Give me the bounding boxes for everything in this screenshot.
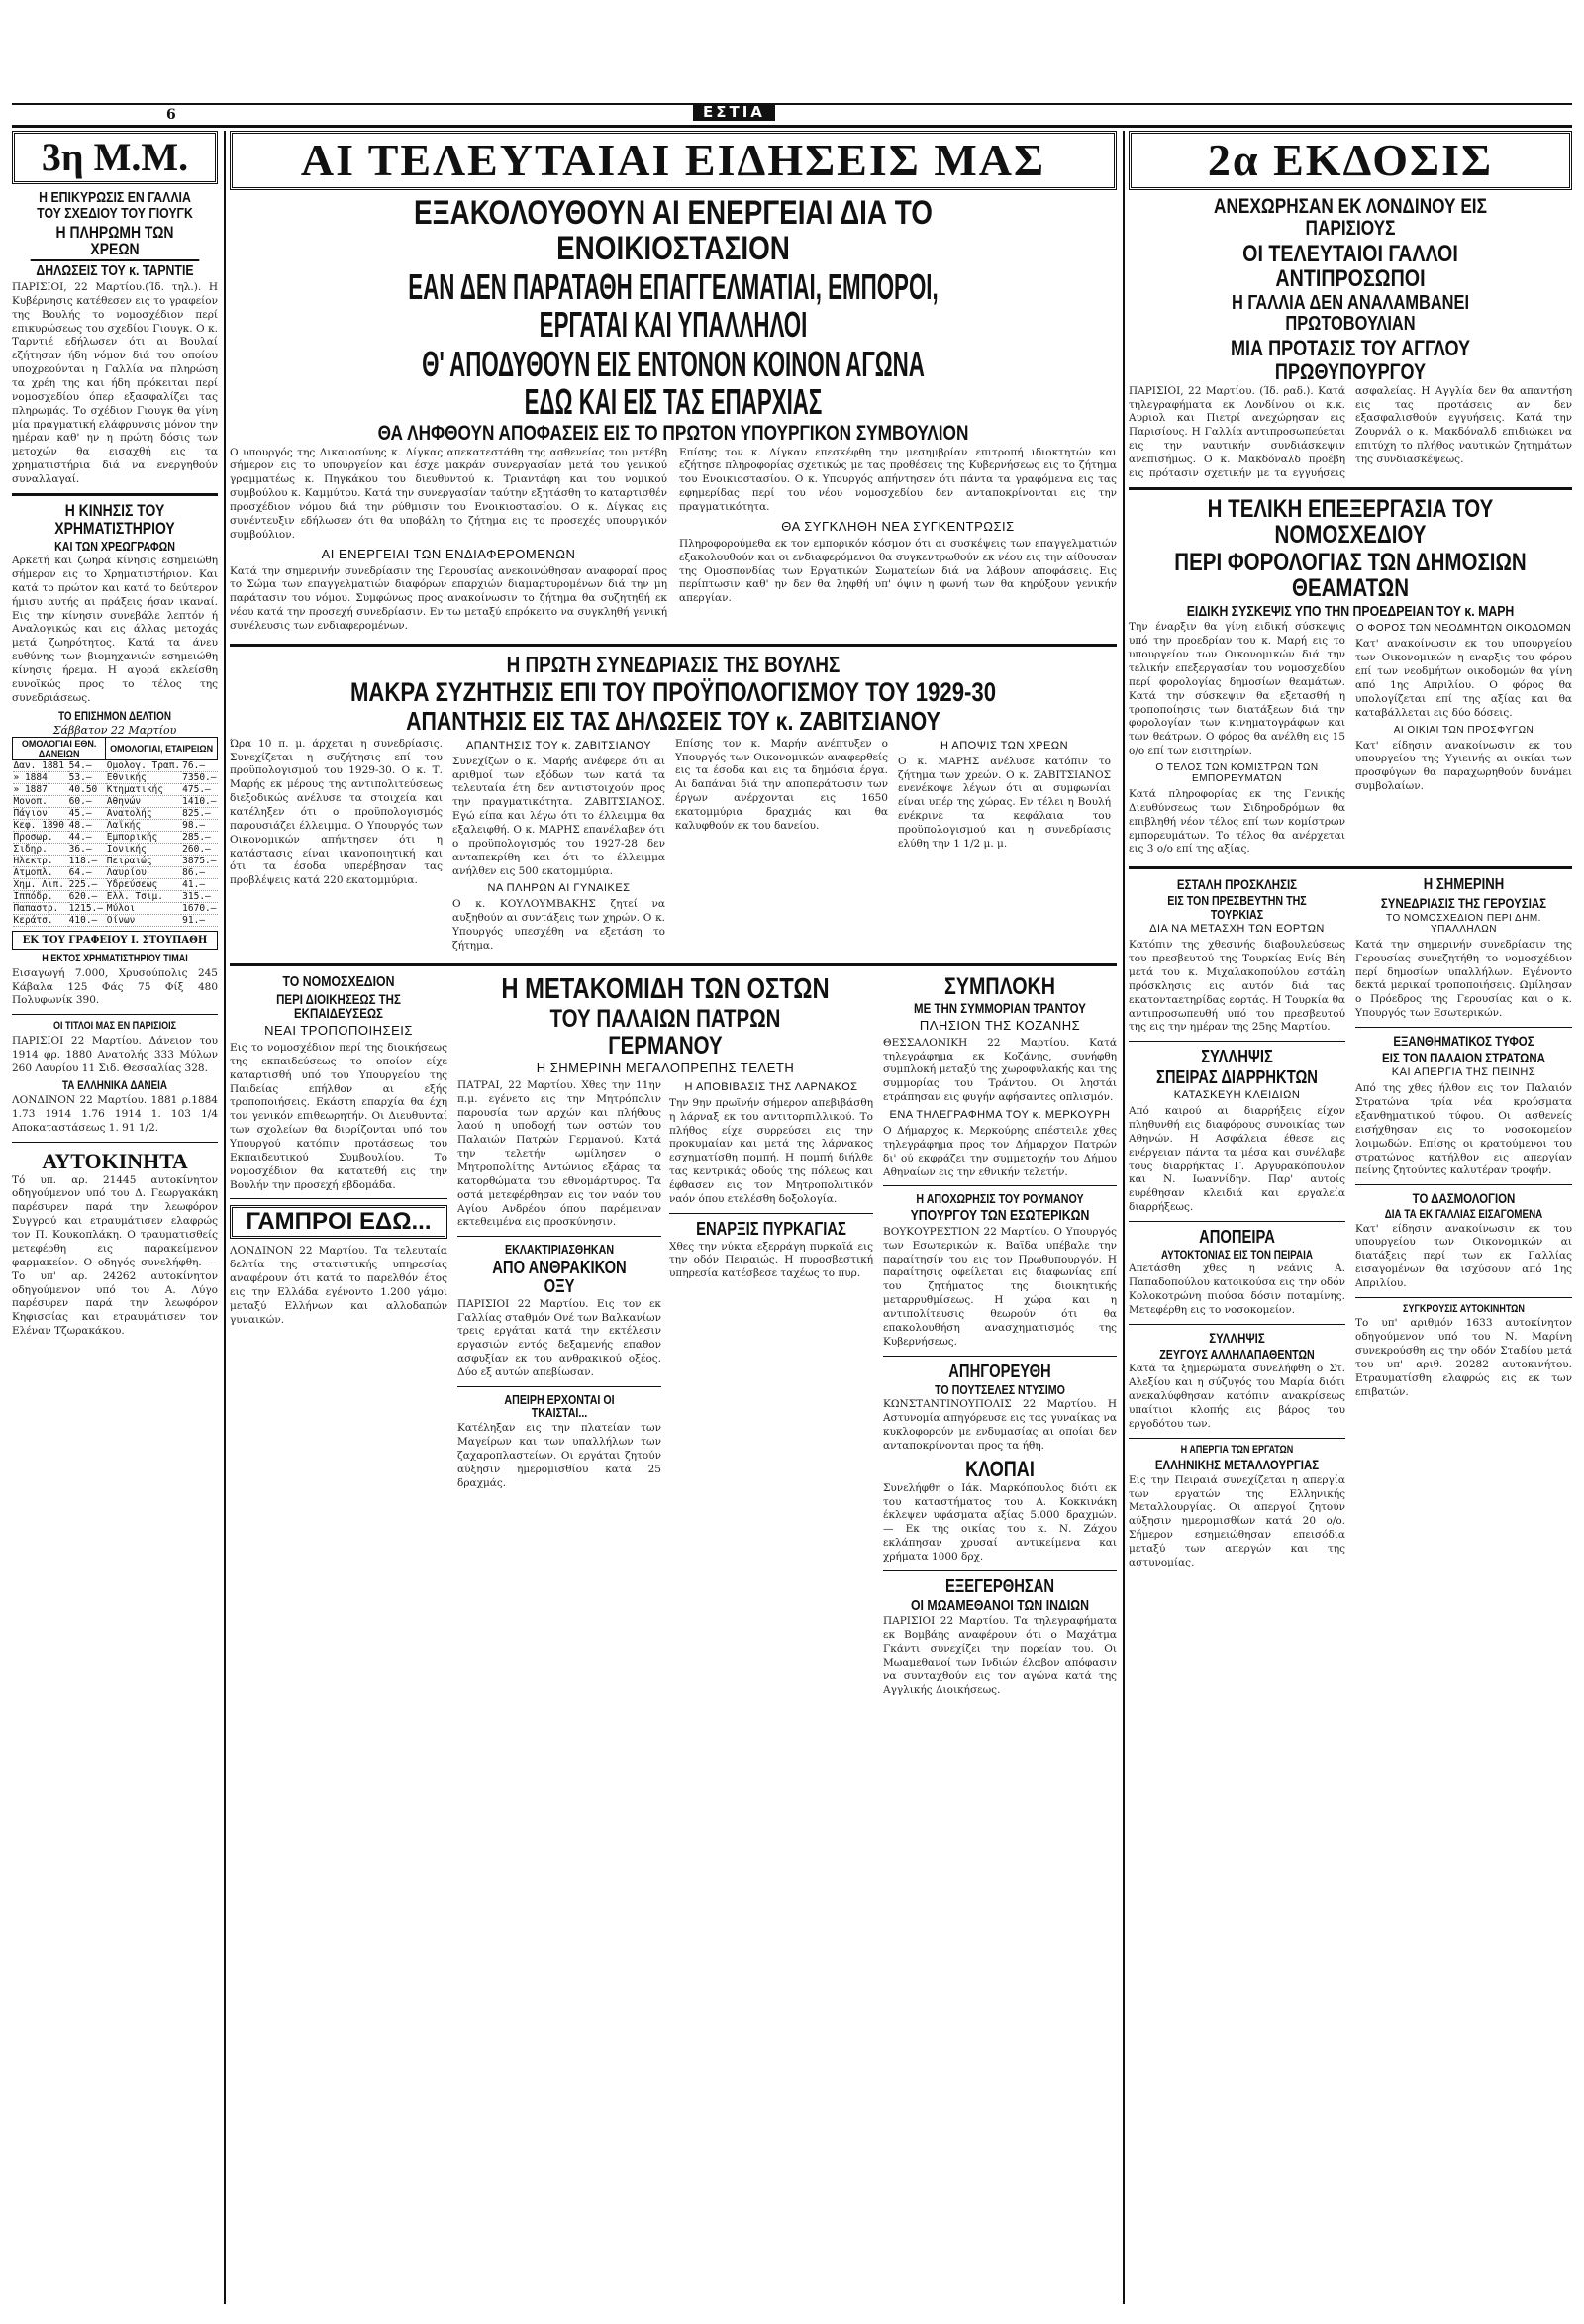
market-cell: 44.—	[68, 832, 106, 844]
theft-body: Συνελήφθη ο Ιάκ. Μαρκόπουλος διότι εκ του καταστήματος του Α. Κοκκινάκη έκλεψεν υφάσματα αξίας 5.000 δραχμών. — Εκ της οικίας του κ. Ν. Ζάχου εκλάπησαν χρυσαί αντικείμενα και χρήματα 1000 δρχ.	[883, 1481, 1117, 1563]
market-row	[13, 915, 218, 927]
market-cell: 260.—	[181, 844, 217, 856]
tax-body-4: Κατά πληροφορίας εκ της Γενικής Διευθύνσεως των Σιδηροδρόμων θα επιβληθή νέον τέλος επί των κομίστρων εμπορευμάτων. Το τέλος θα ανέρχεται εις 3 ο/ο επί της αξίας.	[1129, 788, 1345, 856]
right-lower-col-1	[1129, 875, 1345, 1573]
market-cell: Ιππόδρ.	[13, 891, 68, 903]
relics-body-2: Την 9ην πρωϊνήν σήμερον απεβιβάσθη η λάρναξ εκ του αντιτορπιλλικού. Το πλήθος είχε συρρεύσει εις την προκυμαίαν και μετά της λάρνακος εσχηματίσθη πομπή. Η πομπή διήλθε τας κεντρικάς οδούς της πόλεως και έφθασεν εις τον Μητροπολιτικόν ναόν όπου ετελέσθη δοξολογία.	[669, 1096, 873, 1205]
workers-headline-2: ΕΛΛΗΝΙΚΗΣ ΜΕΤΑΛΛΟΥΡΓΙΑΣ	[1154, 1457, 1320, 1473]
market-cell: 91.—	[181, 915, 217, 927]
tax-columns	[1129, 621, 1572, 860]
parliament-body-5: Ο κ. ΜΑΡΗΣ ανέλυσε κατόπιν το ζήτημα των χρεών. Ο κ. ΖΑΒΙΤΣΙΑΝΟΣ ενενέκοψε λέγων ότι αι συμφωνίαι είναι υπέρ της χώρας. Εν τέλει η Βουλή ενέκρινε τα κεφάλαια του προϋπολογισμού και η συνεδρίασις ελύθη την 1 1/2 μ. μ.	[898, 755, 1111, 850]
relics-sub-2: Η ΑΠΟΒΙΒΑΣΙΣ ΤΗΣ ΛΑΡΝΑΚΟΣ	[684, 1080, 858, 1093]
market-cell: 285.—	[181, 832, 217, 844]
acid-headline-2: ΑΠΟ ΑΝΘΡΑΚΙΚΟΝ ΟΞΥ	[492, 1257, 627, 1296]
arrests-headline-1: ΣΥΛΛΗΨΙΣ	[1201, 1047, 1273, 1067]
market-row	[13, 903, 218, 915]
market-cell: 118.—	[68, 856, 106, 867]
market-cell: 41.—	[181, 879, 217, 891]
india-headline-2: ΟΙ ΜΩΑΜΕΘΑΝΟΙ ΤΩΝ ΙΝΔΙΩΝ	[910, 1596, 1089, 1614]
rumanian-headline-1: Η ΑΠΟΧΩΡΗΣΙΣ ΤΟΥ ΡΟΥΜΑΝΟΥ	[916, 1191, 1084, 1207]
market-row	[13, 879, 218, 891]
theft-head: ΚΛΟΠΑΙ	[965, 1456, 1035, 1481]
market-cell: Ατμοπλ.	[13, 867, 68, 879]
right-headline-3: Η ΓΑΛΛΙΑ ΔΕΝ ΑΝΑΛΑΜΒΑΝΕΙ ΠΡΩΤΟΒΟΥΛΙΑΝ	[1231, 292, 1470, 336]
typhus-sub: ΚΑΙ ΑΠΕΡΓΙΑ ΤΗΣ ΠΕΙΝΗΣ	[1391, 1066, 1536, 1079]
rumanian-headline-2: ΥΠΟΥΡΓΟΥ ΤΩΝ ΕΣΩΤΕΡΙΚΩΝ	[910, 1207, 1090, 1225]
market-row	[13, 760, 218, 772]
tax-body-3: Κατ' είδησιν ανακοίνωσιν εκ του υπουργείου της Υγιεινής αι οικίαι των προσφύγων θα παραχωρηθούν δυνάμει συμβολαίων.	[1355, 739, 1572, 793]
market-cell: Ελλ. Τσιμ.	[106, 891, 181, 903]
divider	[1355, 1297, 1572, 1298]
left-headline-1: Η ΕΠΙΚΥΡΩΣΙΣ ΕΝ ΓΑΛΛΙΑ ΤΟΥ ΣΧΕΔΙΟΥ ΤΟΥ ΓΙΟΥΓΚ	[37, 189, 193, 222]
bulletin-date: Σάββατον 22 Μαρτίου	[52, 724, 177, 738]
tax-sub: ΕΙΔΙΚΗ ΣΥΣΚΕΨΙΣ ΥΠΟ ΤΗΝ ΠΡΟΕΔΡΕΙΑΝ ΤΟΥ κ. ΜΑΡΗ	[1186, 602, 1515, 620]
market-cell: 60.—	[68, 796, 106, 808]
market-cell: 54.—	[68, 760, 106, 772]
right-banner: 2α ΕΚΔΟΣΙΣ	[1129, 131, 1572, 190]
page-number: 6	[166, 107, 176, 123]
market-row	[13, 784, 218, 796]
tax-col-1	[1129, 621, 1345, 860]
market-cell: Εμπορικής	[106, 832, 181, 844]
divider	[883, 1570, 1117, 1571]
left-headline-2: Η ΠΛΗΡΩΜΗ ΤΩΝ ΧΡΕΩΝ	[31, 224, 200, 262]
parliament-sub-1: ΑΠΑΝΤΗΣΙΣ ΤΟΥ κ. ΖΑΒΙΤΣΙΑΝΟΥ	[465, 739, 652, 752]
senate-body: Κατά την σημερινήν συνεδρίασιν της Γερουσίας συνεζητήθη το νομοσχέδιον περί δημοσίων υπαλλήλων. Εγένοντο δεκτά μερικαί τροποποιήσεις. Ωμίλησαν ο Πρόεδρος της Γερουσίας και ο κ. Υπουργός των Εσωτερικών.	[1355, 938, 1572, 1020]
bill-sub: ΝΕΑΙ ΤΡΟΠΟΠΟΙΗΣΕΙΣ	[264, 1023, 413, 1038]
divider	[1129, 1438, 1345, 1439]
strike-head: ΑΠΕΙΡΗ ΕΡΧΟΝΤΑΙ ΟΙ ΤΚΑΙΣΤΑΙ...	[504, 1391, 615, 1421]
conspiracy-headline-1: ΣΥΜΠΛΟΚΗ	[944, 972, 1055, 1000]
pireas-headline-2: ΑΥΤΟΚΤΟΝΙΑΣ ΕΙΣ ΤΟΝ ΠΕΙΡΑΙΑ	[1161, 1247, 1313, 1262]
ny-body: ΚΩΝΣΤΑΝΤΙΝΟΥΠΟΛΙΣ 22 Μαρτίου. Η Αστυνομία απηγόρευσε εις τας γυναίκας να κυκλοφορούν με ενδυμασίας αι οποίαι δεν ανταποκρίνονται προς τα ήθη.	[883, 1398, 1117, 1452]
market-row	[13, 891, 218, 903]
relics-headline-1: Η ΜΕΤΑΚΟΜΙΔΗ ΤΩΝ ΟΣΤΩΝ	[501, 972, 830, 1005]
tariff-body: Κατ' είδησιν ανακοίνωσιν εκ του υπουργείου των Οικονομικών αι διατάξεις περί των εκ Γαλλίας εισαγομένων θα ισχύσουν από 1ης Απριλίου.	[1355, 1222, 1572, 1290]
market-cell: Δαν. 1881	[13, 760, 68, 772]
lower-col-2	[457, 972, 873, 1702]
center-banner: ΑΙ ΤΕΛΕΥΤΑΙΑΙ ΕΙΔΗΣΕΙΣ ΜΑΣ	[230, 131, 1117, 190]
market-cell: Κεφ. 1890	[13, 820, 68, 832]
parliament-body-4: Επίσης τον κ. Μαρήν ανέπτυξεν ο Υπουργός των Οικονομικών αναφερθείς εις τα έσοδα και εις τα δημόσια έργα. Αι δαπάναι διά την αποπεράτωσιν των έργων ανέρχονται εις 1650 εκατομμύρια δραχμάς και θα καλυφθούν εκ του δανείου.	[675, 737, 888, 832]
lease-sub: ΘΑ ΛΗΦΘΟΥΝ ΑΠΟΦΑΣΕΙΣ ΕΙΣ ΤΟ ΠΡΩΤΟΝ ΥΠΟΥΡΓΙΚΟΝ ΣΥΜΒΟΥΛΙΟΝ	[377, 421, 969, 445]
left-headline-3: ΔΗΛΩΣΕΙΣ ΤΟΥ κ. ΤΑΡΝΤΙΕ	[36, 262, 194, 280]
lease-subhead-2: ΘΑ ΣΥΓΚΛΗΘΗ ΝΕΑ ΣΥΓΚΕΝΤΡΩΣΙΣ	[781, 518, 1015, 534]
turkey-headline-2: ΕΙΣ ΤΟΝ ΠΡΕΣΒΕΥΤΗΝ ΤΗΣ ΤΟΥΡΚΙΑΣ	[1167, 893, 1307, 922]
turkey-headline-1: ΕΣΤΑΛΗ ΠΡΟΣΚΛΗΣΙΣ	[1176, 876, 1298, 893]
right-lower-col-2	[1355, 875, 1572, 1573]
rumanian-body: ΒΟΥΚΟΥΡΕΣΤΙΟΝ 22 Μαρτίου. Ο Υπουργός των Εσωτερικών κ. Βαϊδα υπέβαλε την παραίτησίν του εις τον Πρωθυπουργόν. Η παραίτησις οφείλεται εις διαφωνίας επί του ζητήματος της διοικητικής μεταρρυθμίσεως. Η χώρα και η αντιπολίτευσις θεωρούν ότι θα επακολουθήση ανασχηματισμός της Κυβερνήσεως.	[883, 1225, 1117, 1348]
market-cell: 3875.—	[182, 856, 217, 867]
right-column	[1129, 131, 1572, 1574]
lease-headline-1: ΕΞΑΚΟΛΟΥΘΟΥΝ ΑΙ ΕΝΕΡΓΕΙΑΙ ΔΙΑ ΤΟ ΕΝΟΙΚΙΟΣΤΑΣΙΟΝ	[414, 194, 933, 267]
tax-col-2	[1355, 621, 1572, 860]
cars-body: Το υπ' αριθμόν 1633 αυτοκίνητον οδηγούμενον υπό του Ν. Μαρίνη συνεκρούσθη εις την οδόν Σταδίου μετά του υπ' αριθ. 20282 αυτοκινήτου. Ετραυματίσθη ελαφρώς εις εκ των επιβατών.	[1355, 1317, 1572, 1398]
tax-headline-1: Η ΤΕΛΙΚΗ ΕΠΕΞΕΡΓΑΣΙΑ ΤΟΥ ΝΟΜΟΣΧΕΔΙΟΥ	[1207, 494, 1494, 549]
parliament-sub-2: ΝΑ ΠΛΗΡΩΝ ΑΙ ΓΥΝΑΙΚΕΣ	[487, 882, 631, 895]
left-banner: 3η Μ.Μ.	[12, 131, 218, 184]
divider	[1355, 1027, 1572, 1028]
market-row	[13, 867, 218, 879]
parliament-columns	[230, 738, 1117, 958]
column-rule	[1123, 131, 1125, 2304]
bill-body: Εις το νομοσχέδιον περί της διοικήσεως της εκπαιδεύσεως το οποίον είχε καταρτισθή υπό του Υπουργείου της Παιδείας επήλθον αι εξής τροποποιήσεις. Εκάστη επαρχία θα έχη τον γενικόν επιθεωρητήν. Οι Διευθυνταί των σχολείων θα διορίζονται υπό του Υπουργού κατόπιν προτάσεως του Εκπαιδευτικού Συμβουλίου. Το νομοσχέδιον θα κατατεθή εις την Βουλήν την προσεχή εβδομάδα.	[230, 1042, 447, 1191]
lower-stories	[230, 972, 1117, 1702]
relics-headline-2: ΤΟΥ ΠΑΛΑΙΩΝ ΠΑΤΡΩΝ ΓΕΡΜΑΝΟΥ	[549, 1005, 781, 1060]
market-row	[13, 808, 218, 820]
turkey-body: Κατόπιν της χθεσινής διαβουλεύσεως του πρεσβευτού της Τουρκίας Ενίς Βέη μετά του κ. Μιχαλακοπούλου εστάλη πρόσκλησις εις αυτόν διά τας εκατονταετηρίδας εορτάς. Η Τουρκία θα αντιπροσωπευθή υπό του πρεσβευτού της εις την ημέραν της 25ης Μαρτίου.	[1129, 939, 1345, 1034]
divider	[1355, 1184, 1572, 1185]
divider	[12, 493, 218, 496]
senate-headline-2: ΣΥΝΕΔΡΙΑΣΙΣ ΤΗΣ ΓΕΡΟΥΣΙΑΣ	[1380, 895, 1547, 912]
acid-body: ΠΑΡΙΣΙΟΙ 22 Μαρτίου. Εις τον εκ Γαλλίας σταθμόν Ονέ των Βαλκανίων τρεις εργάται κατά την εκτέλεσιν εργασιών εντός δεξαμενής επαθον ασφυξίαν εκ του ανθρακικού οξέος. Δύο εξ αυτών απεβίωσαν.	[457, 1297, 661, 1378]
senate-headline-1: Η ΣΗΜΕΡΙΝΗ	[1423, 876, 1505, 894]
lease-body-1: Ο υπουργός της Δικαιοσύνης κ. Δίγκας απεκατεστάθη της ασθενείας του μετέβη σήμερον εις το υπουργείον και έσχε μακράν συνεργασίαν μετά του γενικού γραμματέως κ. Πηγκάκου του διευθυντού κ. Τριαντάφη και του νομικού συμβούλου κ. Καμμύτου. Κατά την συνεργασίαν ταύτην εξητάσθη το καταρτισθέν προσχέδιον νόμου διά την ρύθμισιν του Ενοικιοστασίου. Ο κ. Δίγκας εις συνέντευξιν εδήλωσεν ότι θα υποβάλη το ζήτημα εις το προσεχές υπουργικόν συμβούλιον.	[230, 446, 667, 541]
lease-headline-2: ΕΑΝ ΔΕΝ ΠΑΡΑΤΑΘΗ ΕΠΑΓΓΕΛΜΑΤΙΑΙ, ΕΜΠΟΡΟΙ, ΕΡΓΑΤΑΙ ΚΑΙ ΥΠΑΛΛΗΛΟΙ	[408, 266, 939, 346]
banks-box: ΕΚ ΤΟΥ ΓΡΑΦΕΙΟΥ Ι. ΣΤΟΥΠΑΘΗ	[12, 931, 218, 950]
fire-body: Χθες την νύκτα εξερράγη πυρκαϊά εις την οδόν Πειραιώς. Η πυροσβεστική υπηρεσία κατέσβεσε ταχέως το πυρ.	[669, 1240, 873, 1280]
paris-titles-body: ΠΑΡΙΣΙΟΙ 22 Μαρτίου. Δάνειον του 1914 φρ. 1880 Ανατολής 333 Μύλων 260 Λαυρίου 11 Σιδ. Θεσσαλίας 328.	[12, 1034, 218, 1074]
market-cell: Σιδηρ.	[13, 844, 68, 856]
divider	[669, 1213, 873, 1214]
conspiracy-headline-2: ΜΕ ΤΗΝ ΣΥΜΜΟΡΙΑΝ ΤΡΑΝΤΟΥ	[914, 1000, 1086, 1017]
foreign-market-head: Η ΕΚΤΟΣ ΧΡΗΜΑΤΙΣΤΗΡΙΟΥ ΤΙΜΑΙ	[42, 953, 188, 965]
divider	[230, 963, 1117, 966]
lower-col-3	[883, 972, 1117, 1702]
typhus-body: Από της χθες ήλθον εις τον Παλαιόν Στρατώνα τρία νέα κρούσματα εξανθηματικού τύφου. Οι ασθενείς εισήχθησαν εις το νοσοκομείον λοιμωδών. Επίσης οι κρατούμενοι του στρατώνος κατήλθον εις απεργίαν πείνης ζητούντες καλυτέραν τροφήν.	[1355, 1082, 1572, 1177]
market-cell: 315.—	[181, 891, 217, 903]
market-row	[13, 856, 218, 867]
market-row	[13, 796, 218, 808]
strike-body: Κατέληξαν εις την πλατείαν των Μαγείρων και των υπαλλήλων των ζαχαροπλαστείων. Οι εργάται ζητούν αύξησιν ημερομισθίου κατά 25 δραχμάς.	[457, 1422, 661, 1489]
tax-sub-2: Ο ΦΟΡΟΣ ΤΩΝ ΝΕΟΔΜΗΤΩΝ ΟΙΚΟΔΟΜΩΝ	[1355, 623, 1572, 635]
market-cell: 64.—	[68, 867, 106, 879]
arrests-sub: ΚΑΤΑΣΚΕΥΗ ΚΛΕΙΔΙΩΝ	[1173, 1089, 1301, 1102]
market-cell: Εθνικής	[106, 772, 181, 784]
pireas-body: Απετάσθη χθες η νεάνις Α. Παπαδοπούλου κατοικούσα εις την οδόν Κολοκοτρώνη πιούσα δόσιν ποταμίνης. Μετεφέρθη εις το νοσοκομείον.	[1129, 1263, 1345, 1317]
market-cell: Παπαστρ.	[13, 903, 68, 915]
divider	[1129, 866, 1572, 869]
parliament-headline-1: Η ΠΡΩΤΗ ΣΥΝΕΔΡΙΑΣΙΣ ΤΗΣ ΒΟΥΛΗΣ	[506, 651, 841, 677]
market-cell: Ιονικής	[106, 844, 181, 856]
market-cell: 825.—	[181, 808, 217, 820]
market-header-right: ΟΜΟΛΟΓΙΑΙ, ΕΤΑΙΡΕΙΩΝ	[106, 738, 218, 760]
top-rule	[12, 103, 1572, 128]
greek-loans-body: ΛΟΝΔΙΝΟΝ 22 Μαρτίου. 1881 ρ.1884 1.73 1914 1.76 1914 1. 103 1/4 Αποκαταστάσεως 1. 91 1/2.	[12, 1094, 218, 1134]
couple-headline-1: ΣΥΛΛΗΨΙΣ	[1209, 1329, 1265, 1346]
lease-col-left	[230, 447, 667, 638]
parliament-col-3	[675, 738, 888, 958]
market-cell: Αθηνών	[106, 796, 181, 808]
lease-subhead: ΑΙ ΕΝΕΡΓΕΙΑΙ ΤΩΝ ΕΝΔΙΑΦΕΡΟΜΕΝΩΝ	[321, 546, 576, 561]
conspiracy-sub: ΠΛΗΣΙΟΝ ΤΗΣ ΚΟΖΑΝΗΣ	[919, 1017, 1081, 1033]
divider	[1129, 487, 1572, 490]
divider	[1129, 1221, 1345, 1222]
relics-columns	[457, 1079, 873, 1495]
left-body-1: ΠΑΡΙΣΙΟΙ, 22 Μαρτίου.(Ίδ. τηλ.). Η Κυβέρνησις κατέθεσεν εις το γραφείον της Βουλής το νομοσχέδιον περί επικυρώσεως του σχεδίου Γιουγκ. Ο κ. Ταρντιέ εδήλωσεν ότι αι Βουλαί εζήτησαν ήδη νόμον διά του οποίου υποχρεούνται η Γαλλία να πληρώση τα χρέη της και ήδη πρόκειται περί νομοσχεδίου όπερ εξασφαλίζει τας πληρωμάς. Το σχέδιον Γιουγκ θα γίνη μία πραγματική ελάφρυνσις μόνον την ημέραν καθ' ην η πρώτη δόσις των μετοχών θα εισαχθή εις τα χρηματιστήρια διά να ενεργηθούν συναλλαγαί.	[12, 280, 218, 485]
telegraph-head: ΕΝΑ ΤΗΛΕΓΡΑΦΗΜΑ ΤΟΥ κ. ΜΕΡΚΟΥΡΗ	[889, 1109, 1111, 1122]
market-cell: 40.50	[68, 784, 106, 796]
turkey-sub: ΔΙΑ ΝΑ ΜΕΤΑΣΧΗ ΤΩΝ ΕΟΡΤΩΝ	[1149, 923, 1325, 936]
market-cell: » 1884	[13, 772, 68, 784]
pireas-headline-1: ΑΠΟΠΕΙΡΑ	[1199, 1226, 1275, 1247]
market-row	[13, 844, 218, 856]
market-cell: 86.—	[181, 867, 217, 879]
tax-sub-4: Ο ΤΕΛΟΣ ΤΩΝ ΚΟΜΙΣΤΡΩΝ ΤΩΝ ΕΜΠΟΡΕΥΜΑΤΩΝ	[1155, 762, 1319, 785]
arrests-headline-2: ΣΠΕΙΡΑΣ ΔΙΑΡΡΗΚΤΩΝ	[1156, 1067, 1318, 1088]
greek-loans-head: ΤΑ ΕΛΛΗΝΙΚΑ ΔΑΝΕΙΑ	[61, 1078, 168, 1093]
divider	[1129, 1041, 1345, 1042]
couple-headline-2: ΖΕΥΓΟΥΣ ΑΛΛΗΛΑΠΑΘΕΝΤΩΝ	[1159, 1346, 1315, 1362]
parliament-body-2: Συνεχίζων ο κ. Μαρής ανέφερε ότι αι αριθμοί των εξόδων των κατά τα τελευταία έτη δεν αντιστοιχούν προς την πραγματικότητα. ΖΑΒΙΤΣΙΑΝΟΣ. Εγώ είπα και λέγω ότι το έλλειμμα θα εξαλειφθή. Ο κ. ΜΑΡΗΣ επανέλαβεν ότι ο προϋπολογισμός του 1927-28 δεν ανταπεκρίθη και ότι το έλλειμμα ανήλθεν εις 500 εκατομμύρια.	[452, 755, 665, 877]
market-cell: Μύλοι	[106, 903, 181, 915]
tax-sub-3: ΑΙ ΟΙΚΙΑΙ ΤΩΝ ΠΡΟΣΦΥΓΩΝ	[1393, 724, 1534, 736]
lease-headline-3: Θ' ΑΠΟΔΥΘΟΥΝ ΕΙΣ ΕΝΤΟΝΟΝ ΚΟΙΝΟΝ ΑΓΩΝΑ ΕΔΩ ΚΑΙ ΕΙΣ ΤΑΣ ΕΠΑΡΧΙΑΣ	[422, 343, 925, 422]
market-cell: 475.—	[181, 784, 217, 796]
divider	[457, 1386, 661, 1387]
market-cell: 225.—	[68, 879, 106, 891]
market-cell: 98.—	[181, 820, 217, 832]
left-headline-5: ΚΑΙ ΤΩΝ ΧΡΕΩΓΡΑΦΩΝ	[54, 538, 175, 554]
lease-body-2: Κατά την σημερινήν συνεδρίασιν της Γερουσίας ανεκοινώθησαν αναφοραί προς το Σώμα των επαγγελματιών διαφόρων επαρχιών διαμαρτυρομένων διά την μη παράτασιν του νόμου. Συμφώνως προς ανακοίνωσιν το ζήτημα θα συζητηθή εκ νέου κατά την προσεχή συνεδρίασιν. Εν τω μεταξύ επρόκειτο να συγκληθή γενική συνέλευσις των ενδιαφερομένων.	[230, 564, 667, 633]
market-cell: Μονοπ.	[13, 796, 68, 808]
center-area	[230, 131, 1117, 1702]
relics-col-1	[457, 1079, 661, 1495]
market-cell: Κεράτσ.	[13, 915, 68, 927]
lease-body-4: Πληροφορούμεθα εκ τον εμπορικόν κόσμον ότι αι συσκέψεις των επαγγελματιών εξακολουθούν και οι ενδιαφερόμενοι θα συγκεντρωθούν εκ νέου εις την αίθουσαν της Ομοσπονδίας των Εργατικών Σωματείων διά να λάβουν αποφάσεις. Εις περίπτωσιν καθ' ην δεν θα ληφθή υπ' όψιν η φωνή των θα κηρύξουν γενικήν απεργίαν.	[679, 537, 1117, 605]
parliament-sub-3: Η ΑΠΟΨΙΣ ΤΩΝ ΧΡΕΩΝ	[940, 739, 1069, 752]
divider	[883, 1356, 1117, 1357]
autos-head: ΑΥΤΟΚΙΝΗΤΑ	[42, 1148, 188, 1173]
acid-headline-1: ΕΚΛΑΚΤΙΡΙΑΣΘΗΚΑΝ	[504, 1242, 615, 1258]
parliament-headline-3: ΑΠΑΝΤΗΣΙΣ ΕΙΣ ΤΑΣ ΔΗΛΩΣΕΙΣ ΤΟΥ κ. ΖΑΒΙΤΣΙΑΝΟΥ	[406, 706, 940, 737]
lease-columns	[230, 447, 1117, 638]
cars-head: ΣΥΓΚΡΟΥΣΙΣ ΑΥΤΟΚΙΝΗΤΩΝ	[1403, 1302, 1525, 1315]
typhus-headline-2: ΕΙΣ ΤΟΝ ΠΑΛΑΙΟΝ ΣΤΡΑΤΩΝΑ	[1382, 1049, 1545, 1065]
ny-headline-1: ΑΠΗΓΟΡΕΥΘΗ	[948, 1361, 1051, 1381]
official-bulletin-title: ΤΟ ΕΠΙΣΗΜΟΝ ΔΕΛΤΙΟΝ	[58, 708, 171, 723]
lower-col-1	[230, 972, 447, 1702]
parliament-col-4	[898, 738, 1111, 958]
lease-body-3: Επίσης τον κ. Δίγκαν επεσκέφθη την μεσημβρίαν επιτροπή ιδιοκτητών και εζήτησε πληροφορίας σχετικώς με τας προθέσεις της Κυβερνήσεως εις το ζήτημα του Ενοικιοστασίου. Ο κ. Υπουργός απήντησεν ότι πάντα τα γραφόμενα εις τας εφημερίδας περί του νέου νομοσχεδίου δεν ανταποκρίνονται εις την πραγματικότητα.	[679, 446, 1117, 514]
gamproi-head: ΓΑΜΠΡΟΙ ΕΔΩ...	[230, 1205, 447, 1239]
parliament-col-2	[452, 738, 665, 958]
market-cell: Οίνων	[106, 915, 181, 927]
market-cell: Προσωρ.	[13, 832, 68, 844]
left-body-2: Αρκετή και ζωηρά κίνησις εσημειώθη σήμερον εις το Χρηματιστήριον. Και κατά το πρώτον και κατά το δεύτερον ήμισυ αυτής αι πράξεις ήσαν ικαναί. Εις την κίνησιν συνεβάλε λεπτόν ή Αναλογικώς και εις άλλας μετοχάς μετά ζωηρότητος. Κατά τα άνευ ευθύνης των βιομηχανιών εσημειώθη κίνησις ήρεμα. Η αγορά εκλείσθη ευνοϊκώς προς το τέλος της συνεδριάσεως.	[12, 555, 218, 704]
divider	[1129, 1324, 1345, 1325]
market-cell: Κτηματικής	[106, 784, 181, 796]
market-cell: 76.—	[181, 760, 217, 772]
right-headline-4: ΜΙΑ ΠΡΟΤΑΣΙΣ ΤΟΥ ΑΓΓΛΟΥ ΠΡΩΘΥΠΟΥΡΓΟΥ	[1230, 336, 1471, 384]
lease-col-right	[679, 447, 1117, 638]
tax-body: Την έναρξιν θα γίνη ειδική σύσκεψις υπό την προεδρίαν του κ. Μαρή εις το υπουργείον των Οικονομικών διά την τελικήν επεξεργασίαν του νομοσχεδίου περί φορολογίας δημοσίων θεαμάτων. Κατά την σύσκεψιν θα εξετασθή η τροποποίησις των διατάξεων διά την φορολογίαν των κινηματογράφων και των θεάτρων. Ο φόρος θα ανέλθη εις 15 ο/ο επί των εισιτηρίων.	[1129, 621, 1345, 758]
market-cell: Υδρεύσεως	[106, 879, 181, 891]
tariff-headline-1: ΤΟ ΔΑΣΜΟΛΟΓΙΟΝ	[1412, 1190, 1516, 1207]
market-cell: » 1887	[13, 784, 68, 796]
divider	[230, 644, 1117, 647]
market-cell: 7350.—	[182, 772, 217, 784]
masthead: ΕΣΤΙΑ	[693, 103, 775, 121]
market-cell: 45.—	[68, 808, 106, 820]
divider	[12, 1014, 218, 1015]
paris-titles-head: ΟΙ ΤΙΤΛΟΙ ΜΑΣ ΕΝ ΠΑΡΙΣΙΟΙΣ	[52, 1020, 177, 1033]
market-cell: 1410.—	[182, 796, 217, 808]
divider	[12, 1142, 218, 1143]
parliament-headline-2: ΜΑΚΡΑ ΣΥΖΗΤΗΣΙΣ ΕΠΙ ΤΟΥ ΠΡΟΫΠΟΛΟΓΙΣΜΟΥ ΤΟΥ 1929-30	[349, 677, 997, 708]
foreign-market-body: Εισαγωγή 7.000, Χρυσούπολις 245 Κάβαλα 125 Φάς 75 Φίξ 480 Πολυφωνίκ 390.	[12, 966, 218, 1007]
autos-body: Τό υπ. αρ. 21445 αυτοκίνητον οδηγούμενον υπό του Δ. Γεωργακάκη παρέσυρεν παρά την λεωφόρον Συγγρού και ετραυμάτισεν ελαφρώς τον Π. Κουκοπλάκη. Ο τραυματισθείς μετεφέρθη εις παρακείμενον φαρμακείον. Ο οδηγός συνελήφθη. — Το υπ' αρ. 24262 αυτοκίνητον οδηγούμενον υπό του Α. Λύγο παρέσυρεν παρά την λεωφόρον Κηφισσίας και ετραυμάτισεν τον Ελέναν Τζωρακάκου.	[12, 1173, 218, 1338]
tax-body-2: Κατ' ανακοίνωσιν εκ του υπουργείου των Οικονομικών η εναρξις του φόρου επί των νεοδμήτων οικοδομών θα γίνη από 1ης Απριλίου. Ο φόρος θα υπολογίζεται επί της αξίας και θα καταβάλλεται εις δύο δόσεις.	[1355, 638, 1572, 719]
right-body-1: ΠΑΡΙΣΙΟΙ, 22 Μαρτίου. (Ίδ. ραδ.). Κατά τηλεγραφήματα εκ Λονδίνου οι κ.κ. Αυριολ και Πιετρί ανεχώρησαν εις Παρισίους. Η Γαλλία αντιπροσωπεύεται εις την ναυτικήν συνδιάσκεψιν ανεπισήμως. Ο κ. Μακδόναλδ προέβη εις πρότασιν σχετικήν με τα εγγυήσεις ασφαλείας. Η Αγγλία δεν θα απαντήση εις τας προτάσεις αν δεν εξασφαλισθούν εγγυήσεις. Κατά την Ζουρνάλ ο κ. Μακδόναλδ επιδιώκει να επιτύχη το πλήθος ναυτικών ζητημάτων της συνδιασκέψεως.	[1129, 384, 1572, 479]
left-column	[12, 131, 218, 1343]
conspiracy-body: ΘΕΣΣΑΛΟΝΙΚΗ 22 Μαρτίου. Κατά τηλεγράφημα εκ Κοζάνης, συνήφθη συμπλοκή μεταξύ της χωροφυλακής και της συμμορίας του Τράντου. Οι ληστάι ετράπησαν εις φυγήν αφήσαντες οπλισμόν.	[883, 1036, 1117, 1104]
market-header-left: ΟΜΟΛΟΓΙΑΙ ΕΘΝ. ΔΑΝΕΙΩΝ	[13, 738, 106, 760]
right-headline-2: ΟΙ ΤΕΛΕΥΤΑΙΟΙ ΓΑΛΛΟΙ ΑΝΤΙΠΡΟΣΩΠΟΙ	[1242, 241, 1458, 293]
market-cell: Ανατολής	[106, 808, 181, 820]
market-row	[13, 772, 218, 784]
india-headline-1: ΕΞΕΓΕΡΘΗΣΑΝ	[944, 1575, 1055, 1596]
bill-headline-1: ΤΟ ΝΟΜΟΣΧΕΔΙΟΝ	[282, 972, 395, 990]
market-cell: 36.—	[68, 844, 106, 856]
market-cell: Ομολογ. Τραπ.	[106, 760, 181, 772]
ny-headline-2: ΤΟ ΠΟΥΤΣΕΛΕΣ ΝΤΥΣΙΜΟ	[935, 1381, 1065, 1397]
market-cell: 1670.—	[182, 903, 217, 915]
typhus-headline-1: ΕΞΑΝΘΗΜΑΤΙΚΟΣ ΤΥΦΟΣ	[1393, 1032, 1534, 1049]
divider	[230, 1198, 447, 1199]
relics-body-1: ΠΑΤΡΑΙ, 22 Μαρτίου. Χθες την 11ην π.μ. εγένετο εις την Μητρόπολιν παρουσία των αρχών και πλήθους λαού η υποδοχή των οστών του Παλαιών Πατρών Γερμανού. Κατά την τελετήν ωμίλησεν ο Μητροπολίτης Αντώνιος εξάρας τα κατορθώματα του εθνομάρτυρος. Τα οστά μετεφέρθησαν εις τον ναόν του Αγίου Ανδρέου όπου παρέμειναν εκτεθειμένα εις προσκύνησιν.	[457, 1078, 661, 1229]
telegraph-body: Ο Δήμαρχος κ. Μερκούρης απέστειλε χθες τηλεγράφημα προς τον Δήμαρχον Πατρών δι' ού εκφράζει την συμμετοχήν του Δήμου Αθηναίων εις την εθνικήν τελετήν.	[883, 1125, 1117, 1178]
market-cell: Πειραιώς	[106, 856, 181, 867]
senate-sub: ΤΟ ΝΟΜΟΣΧΕΔΙΟΝ ΠΕΡΙ ΔΗΜ. ΥΠΑΛΛΗΛΩΝ	[1386, 912, 1541, 935]
market-row	[13, 832, 218, 844]
divider	[457, 1236, 661, 1237]
parliament-body-3: Ο κ. ΚΟΥΛΟΥΜΒΑΚΗΣ ζητεί να αυξηθούν αι συντάξεις των χηρών. Ο κ. Υπουργός υπεσχέθη να εξετάση το ζήτημα.	[452, 898, 665, 953]
market-cell: 1215.—	[68, 903, 106, 915]
right-headline-1: ΑΝΕΧΩΡΗΣΑΝ ΕΚ ΛΟΝΔΙΝΟΥ ΕΙΣ ΠΑΡΙΣΙΟΥΣ	[1214, 195, 1487, 241]
divider	[883, 1185, 1117, 1186]
market-cell: 620.—	[68, 891, 106, 903]
market-cell: Λαϊκής	[106, 820, 181, 832]
gamproi-body: ΛΟΝΔΙΝΟΝ 22 Μαρτίου. Τα τελευταία δελτία της στατιστικής υπηρεσίας αναφέρουν ότι κατά το παρελθόν έτος εις την Ελλάδα εγένοντο 1.200 γάμοι μεταξύ Ελλήνων και αλλοδαπών γυναικών.	[230, 1245, 447, 1326]
relics-col-2	[669, 1079, 873, 1495]
market-cell: Ηλεκτρ.	[13, 856, 68, 867]
column-rule	[224, 131, 226, 2304]
market-cell: Πάγιον	[13, 808, 68, 820]
bill-headline-2: ΠΕΡΙ ΔΙΟΙΚΗΣΕΩΣ ΤΗΣ ΕΚΠΑΙΔΕΥΣΕΩΣ	[276, 990, 401, 1022]
india-body: ΠΑΡΙΣΙΟΙ 22 Μαρτίου. Τα τηλεγραφήματα εκ Βομβάης αναφέρουν ότι ο Μαχάτμα Γκάντι συνεχίζει την πορείαν του. Οι Μωαμεθανοί των Ινδιών έλαβον απόφασιν να συνταχθούν εις τον αγώνα κατά της Αγγλικής Διοικήσεως.	[883, 1615, 1117, 1696]
workers-headline-1: Η ΑΠΕΡΓΙΑ ΤΩΝ ΕΡΓΑΤΩΝ	[1180, 1443, 1294, 1456]
relics-sub: Η ΣΗΜΕΡΙΝΗ ΜΕΓΑΛΟΠΡΕΠΗΣ ΤΕΛΕΤΗ	[536, 1060, 795, 1075]
workers-body: Εις την Πειραιά συνεχίζεται η απεργία των εργατών της Ελληνικής Μεταλλουργίας. Οι απεργοί ζητούν αύξησιν ημερομισθίων κατά 20 ο/ο. Σήμερον εσημειώθησαν επεισόδια μεταξύ των απεργών και της αστυνομίας.	[1129, 1473, 1345, 1568]
fire-head: ΕΝΑΡΞΙΣ ΠΥΡΚΑΓΙΑΣ	[696, 1218, 846, 1239]
arrests-body: Από καιρού αι διαρρήξεις είχον πληθυνθή εις διαφόρους συνοικίας των Αθηνών. Η Ασφάλεια έθεσε εις ενέργειαν πάντα τα μέσα και συνέλαβε τους διαρρήκτας Γ. Αργυρακόπουλον και Ν. Ιωαννίδην. Παρ' αυτοίς ευρέθησαν κλειδιά και εργαλεία διαρρήξεως.	[1129, 1105, 1345, 1214]
parliament-body-1: Ώρα 10 π. μ. άρχεται η συνεδρίασις. Συνεχίζεται η συζήτησις επί του προϋπολογισμού του 1929-30. Ο κ. Τ. Μαρής εκ μέρους της αντιπολιτεύσεως διεξοδικώς ανέλυσε τα στοιχεία και κατέληξεν ότι ο προϋπολογισμός παρουσιάζει έλλειμμα. Ο Υπουργός των Οικονομικών απήντησεν ότι η κατάστασις είναι ικανοποιητική και ότι τα έσοδα υπερέβησαν τας προβλέψεις κατά 220 εκατομμύρια.	[230, 737, 443, 887]
market-cell: 48.—	[68, 820, 106, 832]
right-lower	[1129, 875, 1572, 1573]
market-cell: Χημ. Λιπ.	[13, 879, 68, 891]
market-cell: Λαυρίου	[106, 867, 181, 879]
market-row	[13, 820, 218, 832]
couple-body: Κατά τα ξημερώματα συνελήφθη ο Στ. Αλεξίου και η σύζυγός του Μαρία διότι ανεκαλύφθησαν κατόπιν ανακρίσεως υπαίτιοι κλοπής εις βάρος του εργοδότου των.	[1129, 1363, 1345, 1430]
market-cell: 410.—	[68, 915, 106, 927]
tax-headline-2: ΠΕΡΙ ΦΟΡΟΛΟΓΙΑΣ ΤΩΝ ΔΗΜΟΣΙΩΝ ΘΕΑΜΑΤΩΝ	[1174, 549, 1527, 603]
parliament-col-1	[230, 738, 443, 958]
left-headline-4: Η ΚΙΝΗΣΙΣ ΤΟΥ ΧΡΗΜΑΤΙΣΤΗΡΙΟΥ	[54, 500, 175, 538]
market-cell: 53.—	[68, 772, 106, 784]
tariff-headline-2: ΔΙΑ ΤΑ ΕΚ ΓΑΛΛΙΑΣ ΕΙΣΑΓΟΜΕΝΑ	[1384, 1207, 1543, 1222]
market-table	[12, 737, 218, 927]
